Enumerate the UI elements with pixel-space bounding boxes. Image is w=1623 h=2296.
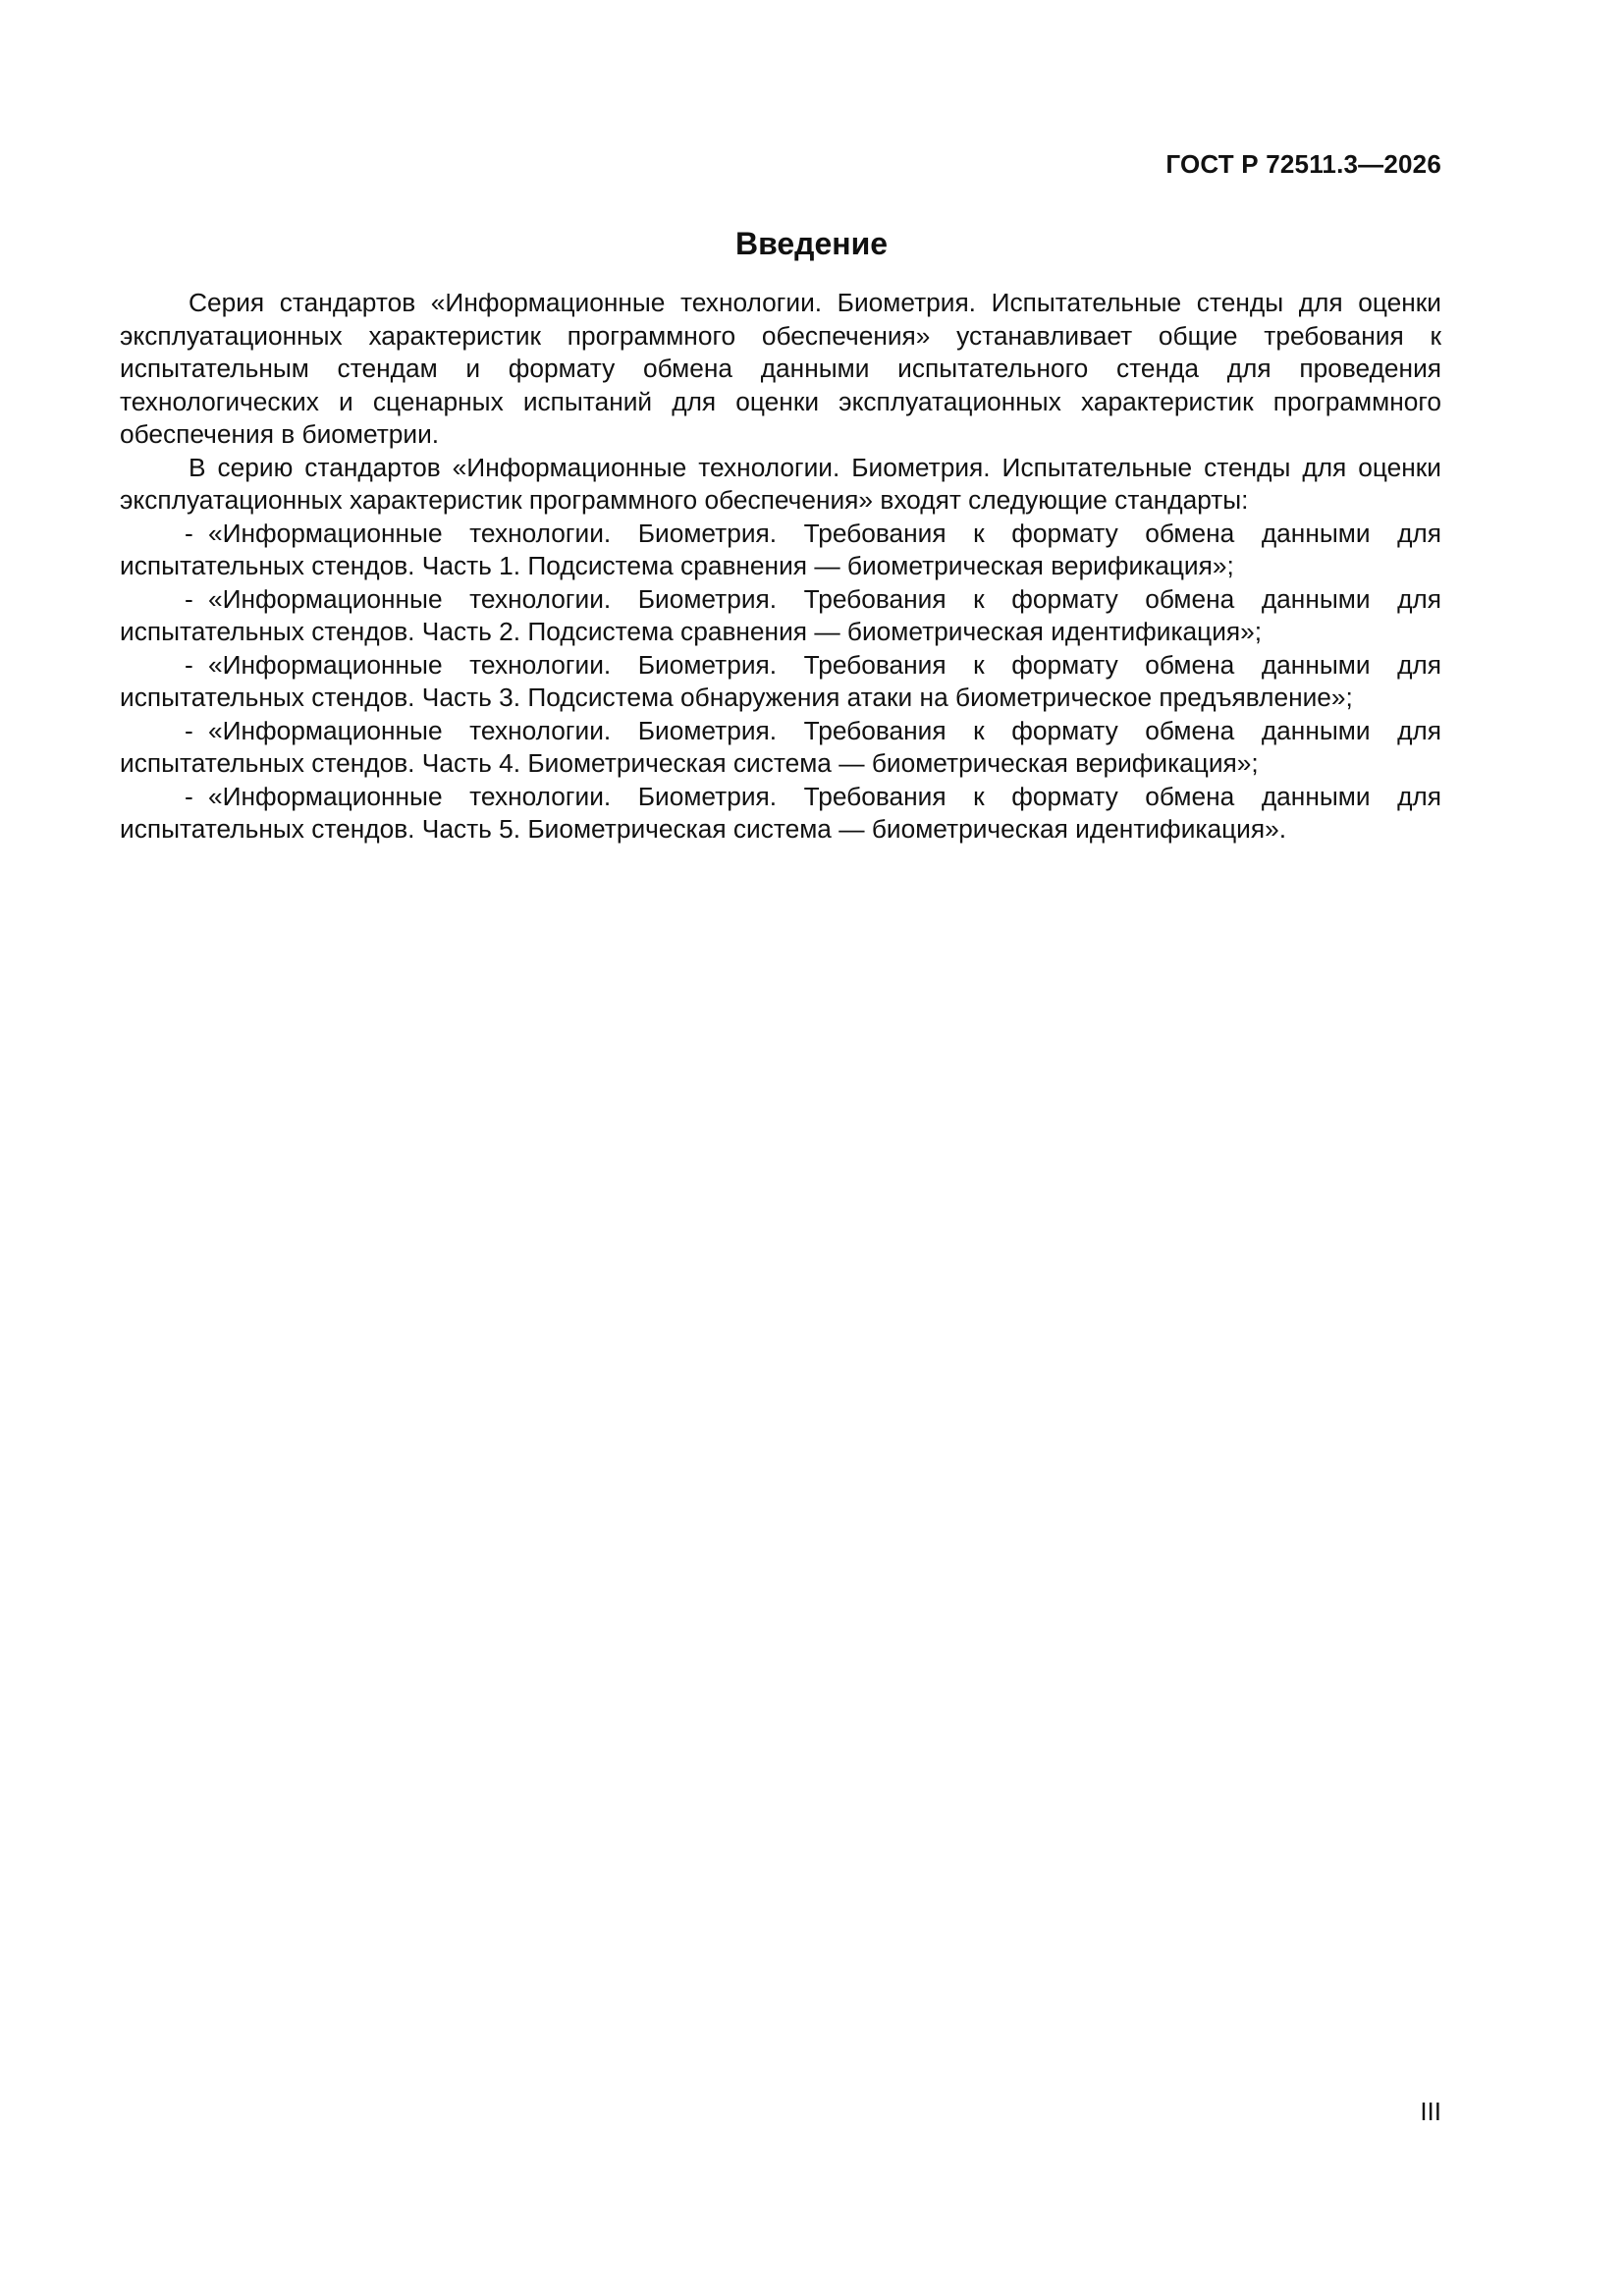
body-text: [120, 287, 1441, 847]
page-number: III: [1420, 2097, 1441, 2126]
list-item: [120, 715, 1441, 781]
list-marker: -: [185, 518, 193, 548]
list-item: [120, 583, 1441, 649]
list-item-text: «Информационные технологии. Биометрия. Требования к формату обмена данными для испытательных стендов. Часть 2. Подсистема сравнения — биометрическая идентификация»;: [120, 583, 1441, 646]
list-item: [120, 781, 1441, 847]
list-item-text: «Информационные технологии. Биометрия. Требования к формату обмена данными для испытательных стендов. Часть 3. Подсистема обнаружения атаки на биометрическое предъявление»;: [120, 649, 1441, 712]
list-marker: -: [185, 781, 193, 811]
paragraph-series-list-intro: В серию стандартов «Информационные технологии. Биометрия. Испытательные стенды для оценки эксплуатационных характеристик программного обеспечения» входят следующие стандарты:: [120, 452, 1441, 515]
document-code: ГОСТ Р 72511.3—2026: [1165, 149, 1441, 179]
section-title: Введение: [734, 226, 889, 261]
standards-list: [120, 518, 1441, 847]
list-item-text: «Информационные технологии. Биометрия. Требования к формату обмена данными для испытательных стендов. Часть 1. Подсистема сравнения — биометрическая верификация»;: [120, 518, 1441, 580]
paragraph-intro: Серия стандартов «Информационные технологии. Биометрия. Испытательные стенды для оценки эксплуатационных характеристик программного обеспечения» устанавливает общие требования к испытательным стендам и формату обмена данными испытательного стенда для проведения технологических и сценарных испытаний для оценки эксплуатационных характеристик программного обеспечения в биометрии.: [120, 288, 1441, 449]
list-item-text: «Информационные технологии. Биометрия. Требования к формату обмена данными для испытательных стендов. Часть 4. Биометрическая система — биометрическая верификация»;: [120, 715, 1441, 778]
list-item: [120, 649, 1441, 715]
list-item-text: «Информационные технологии. Биометрия. Требования к формату обмена данными для испытательных стендов. Часть 5. Биометрическая система — биометрическая идентификация».: [120, 781, 1441, 844]
list-marker: -: [185, 715, 193, 745]
list-marker: -: [185, 649, 193, 680]
list-item: [120, 518, 1441, 583]
list-marker: -: [185, 583, 193, 614]
